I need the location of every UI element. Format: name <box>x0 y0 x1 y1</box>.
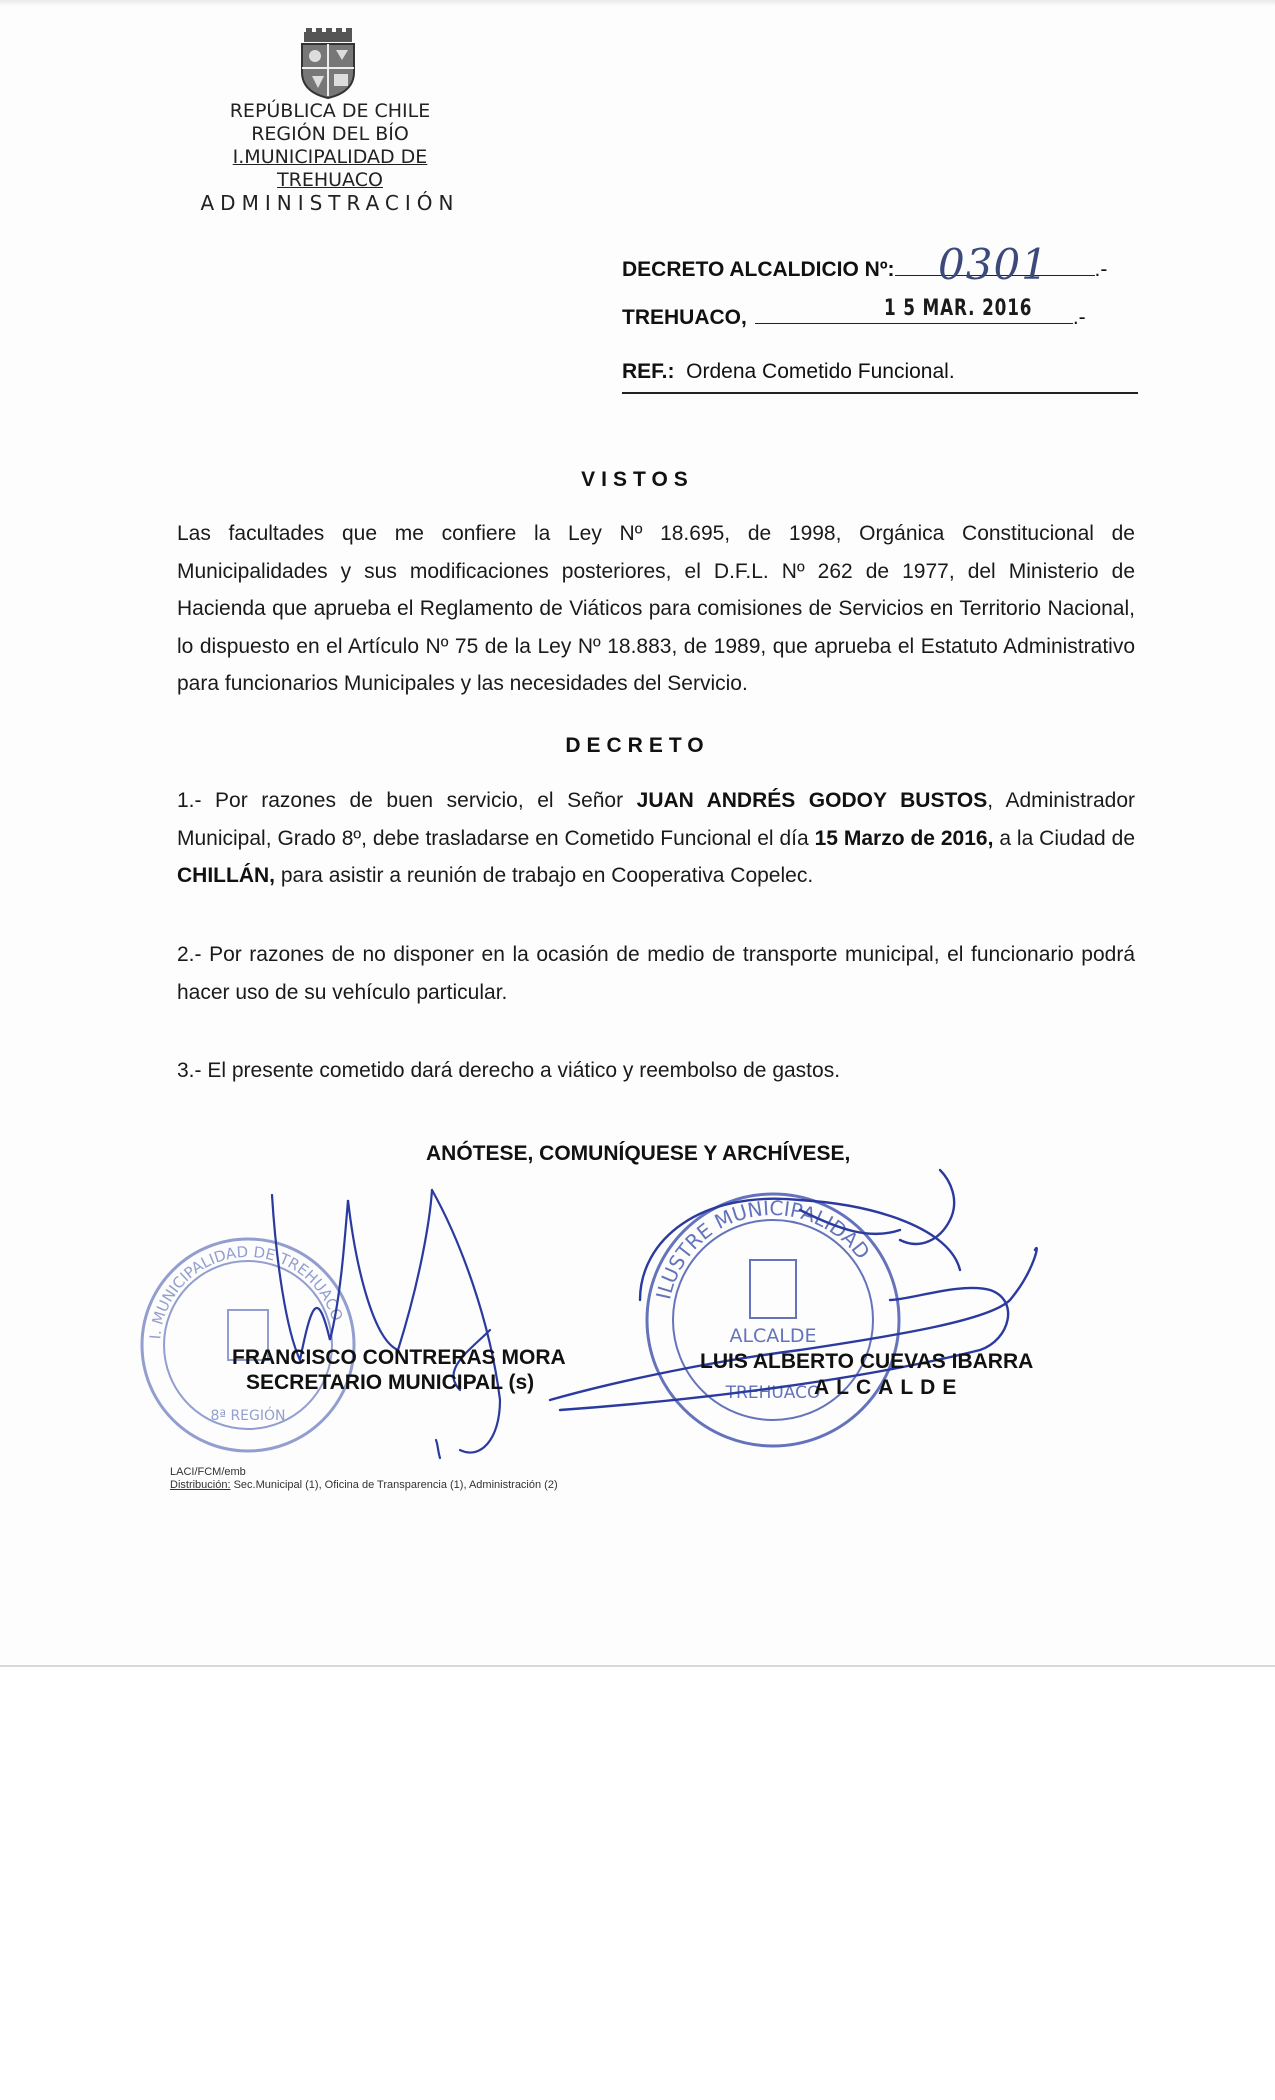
decreto-item-2: 2.- Por razones de no disponer en la ocasión de medio de transporte municipal, el funcionario podrá hacer uso de su vehículo particular. <box>177 943 1135 1004</box>
decreto-item-1 <box>177 782 1135 895</box>
mayor-signature <box>550 1170 1037 1410</box>
decreto-title: DECRETO <box>565 734 710 757</box>
svg-text:ALCALDE: ALCALDE <box>729 1325 817 1347</box>
svg-text:TREHUACO: TREHUACO <box>725 1383 821 1403</box>
mayor-role: ALCALDE <box>814 1376 964 1399</box>
municipal-crest-icon <box>296 28 360 100</box>
mayor-name: LUIS ALBERTO CUEVAS IBARRA <box>700 1350 1034 1373</box>
document-footer <box>170 1466 558 1492</box>
secretary-seal <box>142 1239 354 1451</box>
svg-text:8ª REGIÓN: 8ª REGIÓN <box>210 1408 286 1424</box>
official-name: JUAN ANDRÉS GODOY BUSTOS <box>636 789 988 812</box>
letterhead <box>180 100 480 215</box>
decree-number-handwritten: 0301 <box>938 240 1049 289</box>
secretary-name: FRANCISCO CONTRERAS MORA <box>232 1346 566 1369</box>
initials: LACI/FCM/emb <box>170 1466 246 1478</box>
reference-rule <box>622 392 1138 394</box>
vistos-title: VISTOS <box>581 468 694 491</box>
trip-date: 15 Marzo de 2016, <box>814 826 994 850</box>
svg-text:I. MUNICIPALIDAD DE TREHUACO: I. MUNICIPALIDAD DE TREHUACO <box>146 1242 347 1340</box>
dash: .- <box>1094 258 1108 281</box>
republic-line: REPÚBLICA DE CHILE <box>229 100 431 122</box>
ref-label: REF.: <box>622 360 675 383</box>
distribution <box>170 1479 558 1492</box>
item1-text-d: para asistir a reunión de trabajo en Cooperativa Copelec. <box>275 864 814 887</box>
closing-formula: ANÓTESE, COMUNÍQUESE Y ARCHÍVESE, <box>426 1142 851 1165</box>
item1-text-a: 1.- Por razones de buen servicio, el Señor <box>177 789 637 812</box>
secretary-signature <box>272 1190 500 1458</box>
svg-text:ILUSTRE MUNICIPALIDAD: ILUSTRE MUNICIPALIDAD <box>651 1195 875 1302</box>
municipality-line: I.MUNICIPALIDAD DE TREHUACO <box>232 146 428 191</box>
secretary-role: SECRETARIO MUNICIPAL (s) <box>246 1371 535 1394</box>
decreto-item-3: 3.- El presente cometido dará derecho a viático y reembolso de gastos. <box>177 1059 841 1082</box>
region-line: REGIÓN DEL BÍO <box>251 123 409 145</box>
mayor-seal <box>647 1194 899 1446</box>
reference-row <box>622 360 955 384</box>
item1-text-b: , Administrador Municipal, Grado 8º, debe trasladarse en Cometido Funcional el día <box>177 789 1136 850</box>
item1-text-c: a la Ciudad de <box>993 826 1135 850</box>
department-line: ADMINISTRACIÓN <box>200 191 460 215</box>
date-stamp: 1 5 MAR. 2016 <box>884 296 1033 321</box>
decree-number-label: DECRETO ALCALDICIO Nº: <box>622 258 895 281</box>
distribution-text: Sec.Municipal (1), Oficina de Transparencia (1), Administración (2) <box>230 1479 558 1491</box>
distribution-label: Distribución: <box>170 1479 231 1491</box>
dash: .- <box>1072 306 1086 329</box>
destination-city: CHILLÁN, <box>177 864 275 887</box>
vistos-paragraph: Las facultades que me confiere la Ley Nº 18.695, de 1998, Orgánica Constitucional de Municipalidades y sus modificaciones posteriores, el D.F.L. Nº 262 de 1977, del Ministerio de Hacienda que aprueba el Reglamento de Viáticos para comisiones de Servicios en Territorio Nacional, lo dispuesto en el Artículo Nº 75 de la Ley Nº 18.883, de 1989, que aprueba el Estatuto Administrativo para funcionarios Municipales y las necesidades del Servicio. <box>177 522 1135 695</box>
place-label: TREHUACO, <box>622 306 747 329</box>
ref-text: Ordena Cometido Funcional. <box>686 360 955 383</box>
